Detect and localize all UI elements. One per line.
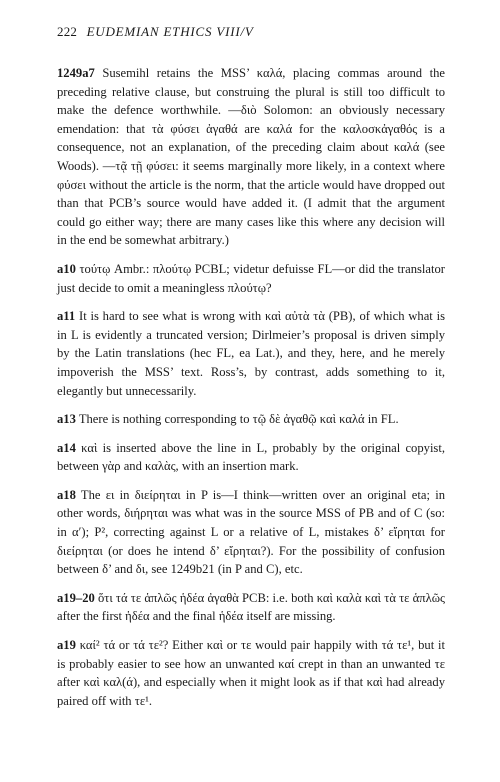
page-number: 222 bbox=[57, 24, 78, 39]
note-lemma: 1249a7 bbox=[57, 66, 95, 80]
commentary-note bbox=[57, 589, 445, 626]
commentary-body bbox=[57, 64, 445, 720]
note-text: It is hard to see what is wrong with καὶ αὐτὰ τὰ (PB), of which what is in L is evidently a truncated version; Dirlmeier’s proposal is driven simply by the Latin translations (hec FL, ea Lat.), and they, here, and he merely impoverish the MSS’ text. Ross’s, by contrast, adds something to it, elegantly but unnecessarily. bbox=[57, 309, 445, 398]
note-text: καί² τά or τά τε²? Either καὶ or τε would pair happily with τά τε¹, but it is probably easier to see how an unwanted καί crept in than an unwanted τε after καὶ καλ(ά), and especially when it might look as if that καὶ had already paired off with τε¹. bbox=[57, 638, 445, 708]
note-text: καὶ is inserted above the line in L, probably by the original copyist, between γὰρ and καλὰς, with an insertion mark. bbox=[57, 440, 445, 474]
note-text: The ει in διείρηται in P is—I think—written over an original eta; in other words, διήρηται was what was in the source MSS of PB and of C (so: in α′); P², correcting against L or a relative of L, mistakes δ’ εἴρηται for διείρηται (or does he intend δ’ εἴρηται?). For the possibility of confusion between δ’ and δι, see 1249b21 (in P and C), etc. bbox=[57, 487, 445, 577]
note-lemma: a14 bbox=[57, 440, 76, 455]
note-text: ὅτι τά τε ἁπλῶς ἡδέα ἀγαθὰ PCB: i.e. both καὶ καλὰ καὶ τὰ τε ἁπλῶς after the first ἡδέα and the final ἡδέα itself are missing. bbox=[57, 590, 445, 624]
running-head bbox=[57, 24, 254, 40]
note-lemma: a19–20 bbox=[57, 590, 95, 605]
note-text: Susemihl retains the MSS’ καλά, placing commas around the preceding relative clause, but construing the plural is still too difficult to make the defence worthwhile. —διὸ Solomon: an obviously necessary emendation: that τὰ φύσει ἀγαθά are καλά for the καλοσκἀγαθός is a consequence, not an explanation, of the preceding claim about καλά (see Woods). —τᾷ τῇ φύσει: it seems marginally more likely, in a context where φύσει without the article is the norm, that the article would have dropped out than that PCB’s source would have added it. (I admit that the argument could go either way; there are many cases like this where any decision will in the end be somewhat arbitrary.) bbox=[57, 66, 445, 248]
note-text: τούτῳ Ambr.: πλούτῳ PCBL; videtur defuisse FL—or did the translator just decide to omit a meaningless πλούτῳ? bbox=[57, 261, 445, 295]
note-lemma: a18 bbox=[57, 487, 76, 502]
note-lemma: a10 bbox=[57, 261, 76, 276]
commentary-note bbox=[57, 307, 445, 400]
commentary-note bbox=[57, 486, 445, 579]
commentary-note bbox=[57, 439, 445, 476]
note-lemma: a11 bbox=[57, 309, 76, 324]
note-text: There is nothing corresponding to τῷ δὲ ἀγαθῷ καὶ καλά in FL. bbox=[78, 412, 399, 427]
running-title: EUDEMIAN ETHICS VIII/V bbox=[86, 24, 254, 39]
note-lemma: a13 bbox=[57, 412, 76, 427]
commentary-note bbox=[57, 260, 445, 297]
commentary-note bbox=[57, 410, 445, 429]
commentary-note bbox=[57, 636, 445, 710]
commentary-note bbox=[57, 64, 445, 250]
note-lemma: a19 bbox=[57, 638, 76, 653]
